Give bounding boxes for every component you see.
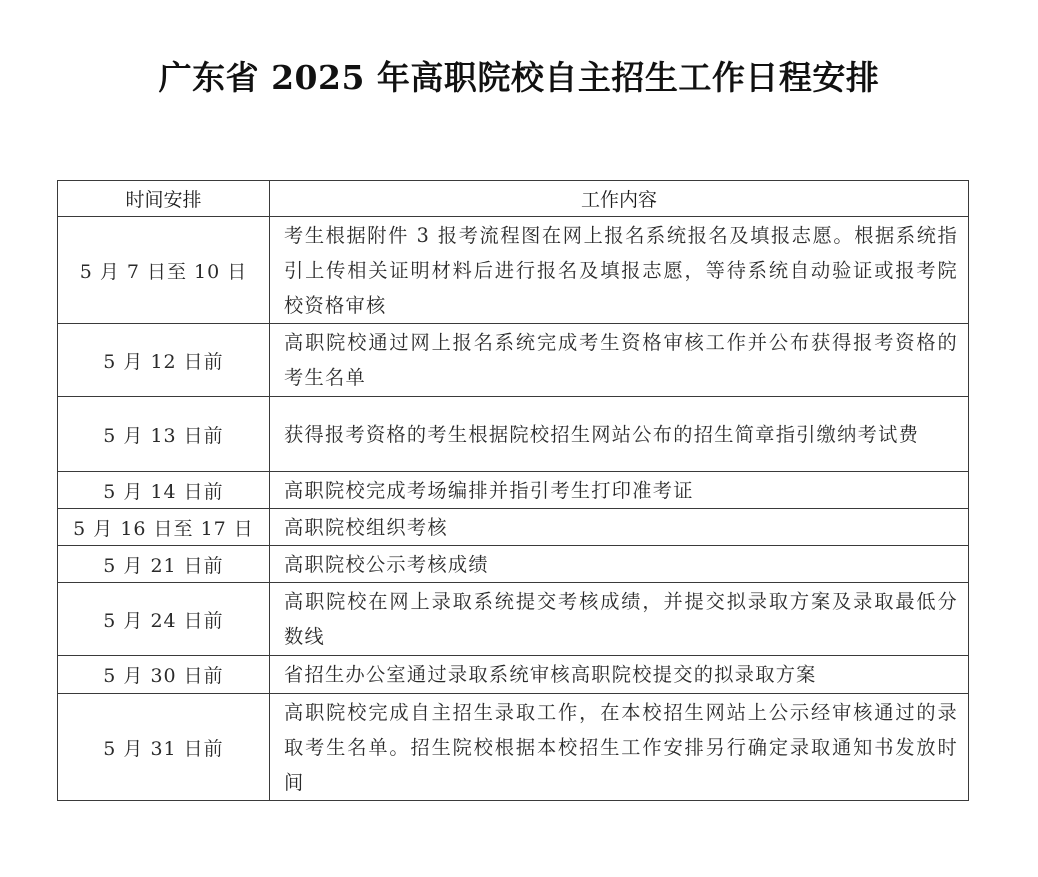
header-time: 时间安排	[58, 181, 270, 217]
row-content: 考生根据附件 3 报考流程图在网上报名系统报名及填报志愿。根据系统指引上传相关证明材料后进行报名及填报志愿，等待系统自动验证或报考院校资格审核	[270, 217, 969, 324]
row-time: 5 月 31 日前	[58, 694, 270, 801]
row-time: 5 月 14 日前	[58, 472, 270, 509]
row-content: 高职院校组织考核	[270, 509, 969, 546]
row-content: 省招生办公室通过录取系统审核高职院校提交的拟录取方案	[270, 656, 969, 694]
row-content: 获得报考资格的考生根据院校招生网站公布的招生简章指引缴纳考试费	[270, 397, 969, 472]
table-row	[58, 509, 969, 546]
row-time: 5 月 12 日前	[58, 324, 270, 397]
row-time: 5 月 24 日前	[58, 583, 270, 656]
row-content: 高职院校在网上录取系统提交考核成绩，并提交拟录取方案及录取最低分数线	[270, 583, 969, 656]
row-time: 5 月 21 日前	[58, 546, 270, 583]
header-content: 工作内容	[270, 181, 969, 217]
table-row	[58, 397, 969, 472]
schedule-table	[57, 180, 969, 801]
row-time: 5 月 16 日至 17 日	[58, 509, 270, 546]
table-row	[58, 656, 969, 694]
row-time: 5 月 7 日至 10 日	[58, 217, 270, 324]
table-row	[58, 324, 969, 397]
table-header-row	[58, 181, 969, 217]
table-row	[58, 472, 969, 509]
row-time: 5 月 13 日前	[58, 397, 270, 472]
row-content: 高职院校公示考核成绩	[270, 546, 969, 583]
row-content: 高职院校完成考场编排并指引考生打印准考证	[270, 472, 969, 509]
document-title: 广东省 2025 年高职院校自主招生工作日程安排	[158, 58, 880, 97]
table-row	[58, 583, 969, 656]
row-content: 高职院校完成自主招生录取工作，在本校招生网站上公示经审核通过的录取考生名单。招生院校根据本校招生工作安排另行确定录取通知书发放时间	[270, 694, 969, 801]
row-content: 高职院校通过网上报名系统完成考生资格审核工作并公布获得报考资格的考生名单	[270, 324, 969, 397]
table-row	[58, 546, 969, 583]
row-time: 5 月 30 日前	[58, 656, 270, 694]
table-row	[58, 217, 969, 324]
table-row	[58, 694, 969, 801]
